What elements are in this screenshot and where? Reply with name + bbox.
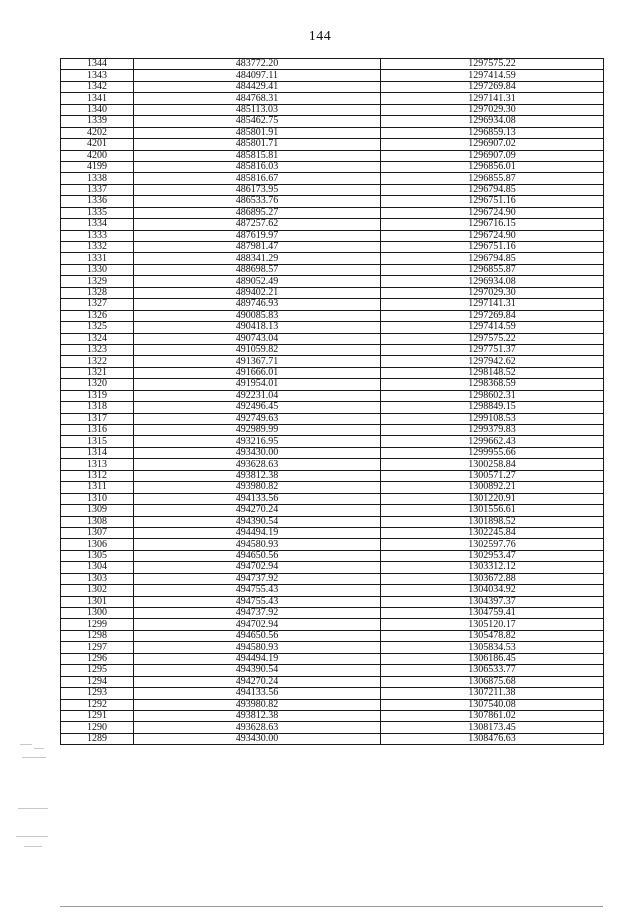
y-coordinate-cell: 1296751.16 [381,196,604,207]
y-coordinate-cell: 1299662.43 [381,436,604,447]
y-coordinate-cell: 1298368.59 [381,379,604,390]
table-row [61,116,604,127]
x-coordinate-cell: 494580.93 [134,539,381,550]
x-coordinate-cell: 492496.45 [134,402,381,413]
point-number-cell: 1305 [61,550,134,561]
y-coordinate-cell: 1301220.91 [381,493,604,504]
point-number-cell: 1303 [61,573,134,584]
table-row [61,219,604,230]
y-coordinate-cell: 1297414.59 [381,322,604,333]
point-number-cell: 1290 [61,722,134,733]
table-row [61,242,604,253]
x-coordinate-cell: 494650.56 [134,550,381,561]
y-coordinate-cell: 1299108.53 [381,413,604,424]
point-number-cell: 1306 [61,539,134,550]
table-row [61,127,604,138]
y-coordinate-cell: 1298148.52 [381,367,604,378]
point-number-cell: 1329 [61,276,134,287]
margin-mark [16,836,48,837]
table-row [61,287,604,298]
point-number-cell: 1307 [61,527,134,538]
y-coordinate-cell: 1297029.30 [381,104,604,115]
point-number-cell: 1312 [61,470,134,481]
table-row [61,573,604,584]
point-number-cell: 1334 [61,219,134,230]
point-number-cell: 1323 [61,344,134,355]
y-coordinate-cell: 1305120.17 [381,619,604,630]
table-row [61,733,604,744]
table-row [61,184,604,195]
point-number-cell: 1300 [61,608,134,619]
x-coordinate-cell: 494580.93 [134,642,381,653]
x-coordinate-cell: 493980.82 [134,482,381,493]
point-number-cell: 1297 [61,642,134,653]
x-coordinate-cell: 490743.04 [134,333,381,344]
y-coordinate-cell: 1297029.30 [381,287,604,298]
y-coordinate-cell: 1300258.84 [381,459,604,470]
point-number-cell: 1302 [61,585,134,596]
table-row [61,402,604,413]
table-row [61,459,604,470]
table-row [61,253,604,264]
table-row [61,447,604,458]
point-number-cell: 1304 [61,562,134,573]
table-row [61,653,604,664]
point-number-cell: 1317 [61,413,134,424]
x-coordinate-cell: 486895.27 [134,207,381,218]
y-coordinate-cell: 1299955.66 [381,447,604,458]
x-coordinate-cell: 494737.92 [134,608,381,619]
x-coordinate-cell: 493628.63 [134,722,381,733]
point-number-cell: 1322 [61,356,134,367]
table-row [61,619,604,630]
point-number-cell: 1321 [61,367,134,378]
margin-mark [22,757,46,758]
table-row [61,608,604,619]
table-row [61,413,604,424]
point-number-cell: 1298 [61,630,134,641]
point-number-cell: 1338 [61,173,134,184]
point-number-cell: 4200 [61,150,134,161]
x-coordinate-cell: 484768.31 [134,93,381,104]
y-coordinate-cell: 1297269.84 [381,310,604,321]
point-number-cell: 1311 [61,482,134,493]
table-row [61,493,604,504]
x-coordinate-cell: 494494.19 [134,653,381,664]
x-coordinate-cell: 494702.94 [134,562,381,573]
y-coordinate-cell: 1296794.85 [381,253,604,264]
table-row [61,527,604,538]
margin-mark [20,744,32,745]
y-coordinate-cell: 1297269.84 [381,81,604,92]
table-row [61,436,604,447]
x-coordinate-cell: 486533.76 [134,196,381,207]
x-coordinate-cell: 491367.71 [134,356,381,367]
point-number-cell: 1320 [61,379,134,390]
point-number-cell: 4202 [61,127,134,138]
point-number-cell: 1318 [61,402,134,413]
y-coordinate-cell: 1296724.90 [381,207,604,218]
table-row [61,310,604,321]
x-coordinate-cell: 494755.43 [134,596,381,607]
point-number-cell: 1291 [61,710,134,721]
y-coordinate-cell: 1302597.76 [381,539,604,550]
table-row [61,207,604,218]
x-coordinate-cell: 494755.43 [134,585,381,596]
x-coordinate-cell: 493430.00 [134,733,381,744]
point-number-cell: 1339 [61,116,134,127]
x-coordinate-cell: 494133.56 [134,493,381,504]
table-row [61,585,604,596]
y-coordinate-cell: 1296855.87 [381,173,604,184]
x-coordinate-cell: 493980.82 [134,699,381,710]
table-row [61,699,604,710]
point-number-cell: 1313 [61,459,134,470]
table-row [61,150,604,161]
x-coordinate-cell: 493628.63 [134,459,381,470]
point-number-cell: 1336 [61,196,134,207]
y-coordinate-cell: 1304759.41 [381,608,604,619]
table-row [61,139,604,150]
table-row [61,59,604,70]
table-row [61,333,604,344]
x-coordinate-cell: 494270.24 [134,676,381,687]
x-coordinate-cell: 487619.97 [134,230,381,241]
x-coordinate-cell: 494390.54 [134,516,381,527]
point-number-cell: 1319 [61,390,134,401]
table-row [61,299,604,310]
y-coordinate-cell: 1296855.87 [381,264,604,275]
x-coordinate-cell: 486173.95 [134,184,381,195]
y-coordinate-cell: 1301556.61 [381,505,604,516]
x-coordinate-cell: 491954.01 [134,379,381,390]
x-coordinate-cell: 494133.56 [134,688,381,699]
point-number-cell: 1299 [61,619,134,630]
table-row [61,161,604,172]
table-row [61,470,604,481]
x-coordinate-cell: 494737.92 [134,573,381,584]
point-number-cell: 1333 [61,230,134,241]
x-coordinate-cell: 487981.47 [134,242,381,253]
y-coordinate-cell: 1302245.84 [381,527,604,538]
point-number-cell: 4199 [61,161,134,172]
point-number-cell: 1310 [61,493,134,504]
y-coordinate-cell: 1296934.08 [381,116,604,127]
x-coordinate-cell: 485801.91 [134,127,381,138]
y-coordinate-cell: 1303672.88 [381,573,604,584]
x-coordinate-cell: 492231.04 [134,390,381,401]
x-coordinate-cell: 493430.00 [134,447,381,458]
x-coordinate-cell: 483772.20 [134,59,381,70]
x-coordinate-cell: 494650.56 [134,630,381,641]
y-coordinate-cell: 1302953.47 [381,550,604,561]
table-row [61,562,604,573]
x-coordinate-cell: 489052.49 [134,276,381,287]
y-coordinate-cell: 1296859.13 [381,127,604,138]
table-row [61,367,604,378]
y-coordinate-cell: 1308173.45 [381,722,604,733]
x-coordinate-cell: 494390.54 [134,665,381,676]
point-number-cell: 1316 [61,425,134,436]
y-coordinate-cell: 1296794.85 [381,184,604,195]
table-row [61,276,604,287]
point-number-cell: 1341 [61,93,134,104]
point-number-cell: 1331 [61,253,134,264]
table-row [61,379,604,390]
point-number-cell: 1294 [61,676,134,687]
y-coordinate-cell: 1296716.15 [381,219,604,230]
y-coordinate-cell: 1304397.37 [381,596,604,607]
point-number-cell: 1328 [61,287,134,298]
point-number-cell: 1292 [61,699,134,710]
point-number-cell: 1289 [61,733,134,744]
table-row [61,344,604,355]
y-coordinate-cell: 1296724.90 [381,230,604,241]
table-row [61,93,604,104]
x-coordinate-cell: 489402.21 [134,287,381,298]
table-row [61,230,604,241]
table-row [61,665,604,676]
x-coordinate-cell: 485816.67 [134,173,381,184]
table-row [61,70,604,81]
y-coordinate-cell: 1307211.38 [381,688,604,699]
y-coordinate-cell: 1298849.15 [381,402,604,413]
y-coordinate-cell: 1298602.31 [381,390,604,401]
x-coordinate-cell: 490085.83 [134,310,381,321]
table-row [61,356,604,367]
point-number-cell: 1337 [61,184,134,195]
x-coordinate-cell: 494270.24 [134,505,381,516]
y-coordinate-cell: 1305834.53 [381,642,604,653]
table-row [61,390,604,401]
table-row [61,722,604,733]
point-number-cell: 1293 [61,688,134,699]
y-coordinate-cell: 1307540.08 [381,699,604,710]
y-coordinate-cell: 1306875.68 [381,676,604,687]
point-number-cell: 1324 [61,333,134,344]
margin-mark [34,748,44,749]
x-coordinate-cell: 489746.93 [134,299,381,310]
point-number-cell: 1342 [61,81,134,92]
point-number-cell: 1343 [61,70,134,81]
table-row [61,516,604,527]
point-number-cell: 1326 [61,310,134,321]
table-row [61,322,604,333]
y-coordinate-cell: 1300571.27 [381,470,604,481]
margin-mark [18,808,48,809]
point-number-cell: 4201 [61,139,134,150]
table-row [61,505,604,516]
y-coordinate-cell: 1297141.31 [381,299,604,310]
point-number-cell: 1340 [61,104,134,115]
point-number-cell: 1344 [61,59,134,70]
y-coordinate-cell: 1296751.16 [381,242,604,253]
y-coordinate-cell: 1296934.08 [381,276,604,287]
point-number-cell: 1327 [61,299,134,310]
x-coordinate-cell: 485462.75 [134,116,381,127]
x-coordinate-cell: 487257.62 [134,219,381,230]
coordinates-table [60,58,604,745]
y-coordinate-cell: 1296856.01 [381,161,604,172]
table-row [61,550,604,561]
table-row [61,688,604,699]
x-coordinate-cell: 493812.38 [134,710,381,721]
point-number-cell: 1315 [61,436,134,447]
y-coordinate-cell: 1303312.12 [381,562,604,573]
point-number-cell: 1325 [61,322,134,333]
table-row [61,539,604,550]
x-coordinate-cell: 494702.94 [134,619,381,630]
x-coordinate-cell: 485816.03 [134,161,381,172]
table-row [61,425,604,436]
table-row [61,173,604,184]
x-coordinate-cell: 493812.38 [134,470,381,481]
x-coordinate-cell: 492989.99 [134,425,381,436]
margin-mark [24,846,42,847]
y-coordinate-cell: 1296907.02 [381,139,604,150]
x-coordinate-cell: 488698.57 [134,264,381,275]
y-coordinate-cell: 1300892.21 [381,482,604,493]
y-coordinate-cell: 1304034.92 [381,585,604,596]
table-row [61,596,604,607]
y-coordinate-cell: 1297414.59 [381,70,604,81]
x-coordinate-cell: 485801.71 [134,139,381,150]
y-coordinate-cell: 1297141.31 [381,93,604,104]
x-coordinate-cell: 484429.41 [134,81,381,92]
point-number-cell: 1335 [61,207,134,218]
point-number-cell: 1332 [61,242,134,253]
y-coordinate-cell: 1297575.22 [381,333,604,344]
x-coordinate-cell: 494494.19 [134,527,381,538]
x-coordinate-cell: 484097.11 [134,70,381,81]
point-number-cell: 1330 [61,264,134,275]
x-coordinate-cell: 491059.82 [134,344,381,355]
bottom-rule [60,906,603,907]
y-coordinate-cell: 1297751.37 [381,344,604,355]
x-coordinate-cell: 485815.81 [134,150,381,161]
point-number-cell: 1308 [61,516,134,527]
y-coordinate-cell: 1297575.22 [381,59,604,70]
x-coordinate-cell: 488341.29 [134,253,381,264]
coordinates-table-body [61,59,604,745]
y-coordinate-cell: 1306533.77 [381,665,604,676]
point-number-cell: 1296 [61,653,134,664]
table-row [61,104,604,115]
point-number-cell: 1309 [61,505,134,516]
point-number-cell: 1295 [61,665,134,676]
point-number-cell: 1301 [61,596,134,607]
table-row [61,676,604,687]
x-coordinate-cell: 485113.03 [134,104,381,115]
y-coordinate-cell: 1301898.52 [381,516,604,527]
table-row [61,630,604,641]
x-coordinate-cell: 492749.63 [134,413,381,424]
y-coordinate-cell: 1299379.83 [381,425,604,436]
y-coordinate-cell: 1308476.63 [381,733,604,744]
table-row [61,264,604,275]
x-coordinate-cell: 491666.01 [134,367,381,378]
table-row [61,482,604,493]
table-row [61,642,604,653]
table-row [61,196,604,207]
table-row [61,710,604,721]
point-number-cell: 1314 [61,447,134,458]
table-row [61,81,604,92]
y-coordinate-cell: 1305478.82 [381,630,604,641]
y-coordinate-cell: 1306186.45 [381,653,604,664]
page-number: 144 [308,29,332,44]
y-coordinate-cell: 1307861.02 [381,710,604,721]
y-coordinate-cell: 1297942.62 [381,356,604,367]
x-coordinate-cell: 493216.95 [134,436,381,447]
y-coordinate-cell: 1296907.09 [381,150,604,161]
x-coordinate-cell: 490418.13 [134,322,381,333]
